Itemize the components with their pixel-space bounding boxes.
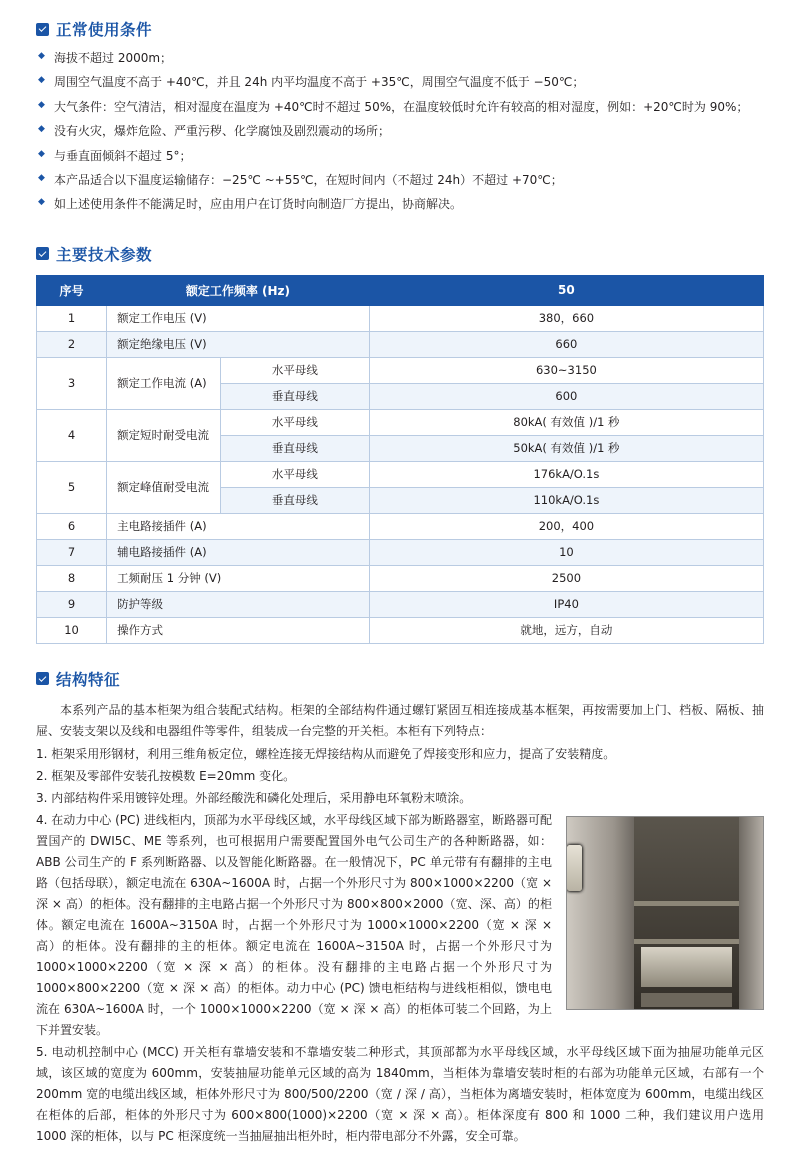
table-row (37, 357, 764, 383)
section-conditions (0, 0, 800, 214)
cell-no: 8 (37, 565, 107, 591)
specs-table (36, 275, 764, 644)
cell-value: IP40 (369, 591, 763, 617)
check-square-icon (36, 672, 49, 685)
point-text: 4. 在动力中心 (PC) 进线柜内，顶部为水平母线区域，水平母线区域下部为断路器室，断路器可配置国产的 DWI5C、ME 等系列，也可根据用户需要配置国外电气公司生产的各种断路器，如：ABB 公司生产的 F 系列断路器、以及智能化断路器。在一般情况下，PC 单元带有有翻排的主电路（包括母联），额定电流在 630A~1600A 时，占据一个外形尺寸为 800×1000×2200（宽 × 深 × 高）的柜体。没有翻排的主电路占据一个外形尺寸为 800×800×2000（宽、深、高）的柜体。额定电流在 1600A~3150A 时，占据一个外形尺寸为 1000×1000×2200（宽 × 深 × 高）的柜体。没有翻排的主的柜体。额定电流在 1600A~3150A 时，占据一个外形尺寸为 1000×1000×2200（宽 × 深 × 高）的柜体。没有翻排的主电路占据一个外形尺寸为 1000×800×2200（宽 × 深 × 高）的柜体。动力中心 (PC) 馈电柜结构与进线柜相似，馈电电流在 630A~1600A 时，一个 1000×1000×2200（宽 × 深 × 高）的柜体可装二个回路，为上下并置安装。 (36, 812, 552, 1037)
cell-no: 9 (37, 591, 107, 617)
section-heading-conditions (36, 18, 764, 40)
cell-no: 4 (37, 409, 107, 461)
list-item: ◆ 周围空气温度不高于 +40℃，并且 24h 内平均温度不高于 +35℃，周围空气温度不低于 −50℃； (36, 74, 764, 91)
section-title: 主要技术参数 (56, 245, 153, 264)
terminal-block (641, 993, 731, 1007)
cell-no: 3 (37, 357, 107, 409)
cell-item: 工频耐压 1 分钟 (V) (107, 565, 370, 591)
cabinet-shelf (634, 939, 740, 944)
section-heading-specs (36, 243, 764, 265)
cell-item: 操作方式 (107, 617, 370, 643)
table-row (37, 591, 764, 617)
cell-value: 660 (369, 331, 763, 357)
cabinet-shelf (634, 901, 740, 906)
cell-sub: 垂直母线 (220, 383, 369, 409)
table-row (37, 331, 764, 357)
column-header-no: 序号 (37, 275, 107, 305)
cell-sub: 垂直母线 (220, 487, 369, 513)
section-title: 结构特征 (56, 670, 121, 689)
table-row (37, 305, 764, 331)
cell-item: 防护等级 (107, 591, 370, 617)
cell-item: 额定绝缘电压 (V) (107, 331, 370, 357)
list-item: 2. 框架及零部件安装孔按模数 E=20mm 变化。 (36, 768, 296, 783)
cell-value: 630~3150 (369, 357, 763, 383)
cell-item: 额定峰值耐受电流 (107, 461, 221, 513)
cell-item: 主电路接插件 (A) (107, 513, 370, 539)
list-item-with-photo (36, 810, 764, 1041)
cell-value: 10 (369, 539, 763, 565)
cell-no: 6 (37, 513, 107, 539)
check-square-icon (36, 247, 49, 260)
column-header-item: 额定工作频率 (Hz) (107, 275, 370, 305)
section-specs (0, 221, 800, 644)
list-item: ◆ 与垂直面倾斜不超过 5°； (36, 148, 764, 165)
section-title: 正常使用条件 (56, 21, 153, 39)
cell-item: 额定工作电压 (V) (107, 305, 370, 331)
table-row (37, 539, 764, 565)
cell-sub: 水平母线 (220, 461, 369, 487)
cell-value: 80kA( 有效值 )/1 秒 (369, 409, 763, 435)
list-item: 1. 柜架采用形钢材，利用三维角板定位，螺栓连接无焊接结构从而避免了焊接变形和应力，提高了安装精度。 (36, 746, 616, 761)
cell-value: 380，660 (369, 305, 763, 331)
table-header-row (37, 275, 764, 305)
structure-points (36, 744, 764, 1147)
cell-sub: 水平母线 (220, 357, 369, 383)
breaker-unit (641, 947, 731, 987)
list-item: ◆ 没有火灾，爆炸危险、严重污秽、化学腐蚀及剧烈震动的场所； (36, 123, 764, 140)
check-square-icon (36, 23, 49, 36)
table-row (37, 513, 764, 539)
cell-value: 110kA/O.1s (369, 487, 763, 513)
list-item: 5. 电动机控制中心 (MCC) 开关柜有靠墙安装和不靠墙安装二种形式，其顶部都为水平母线区域，水平母线区域下面为抽屉功能单元区域，该区域的宽度为 600mm，安装抽屉功能单元区域的高为 1840mm，当柜体为靠墙安装时柜的右部为功能单元区域，右部有一个 200mm 宽的电缆出线区域，柜体外形尺寸为 800/500/2200（宽 / 深 / 高），当柜体为离墙安装时，柜体宽度为 600mm，电缆出线区在柜体的后部，柜体的外形尺寸为 600×800(1000)×2200（宽 × 深 × 高）。柜体深度有 800 和 1000 二种，我们建议用户选用 1000 深的柜体，以与 PC 柜深度统一当抽屉抽出柜外时，柜内带电部分不外露，安全可靠。 (36, 1044, 764, 1143)
column-header-value: 50 (369, 275, 763, 305)
cell-value: 50kA( 有效值 )/1 秒 (369, 435, 763, 461)
list-item: ◆ 大气条件：空气清洁，相对湿度在温度为 +40℃时不超过 50%，在温度较低时允许有较高的相对湿度，例如：+20℃时为 90%； (36, 99, 764, 116)
list-item: 3. 内部结构件采用镀锌处理。外部经酸洗和磷化处理后，采用静电环氧粉末喷涂。 (36, 790, 472, 805)
cell-item: 额定工作电流 (A) (107, 357, 221, 409)
capacitor (567, 845, 582, 891)
cell-value: 600 (369, 383, 763, 409)
section-structure (0, 644, 800, 1168)
cell-no: 7 (37, 539, 107, 565)
table-row (37, 617, 764, 643)
list-item: ◆ 本产品适合以下温度运输储存：−25℃ ~+55℃，在短时间内（不超过 24h）不超过 +70℃； (36, 172, 764, 189)
cell-no: 10 (37, 617, 107, 643)
cell-item: 额定短时耐受电流 (107, 409, 221, 461)
table-row (37, 565, 764, 591)
cabinet-right-door (739, 817, 763, 1009)
cell-value: 176kA/O.1s (369, 461, 763, 487)
conditions-list (36, 50, 764, 214)
cell-no: 1 (37, 305, 107, 331)
section-heading-structure (36, 668, 764, 690)
cell-value: 就地，远方，自动 (369, 617, 763, 643)
cell-value: 200，400 (369, 513, 763, 539)
cell-no: 5 (37, 461, 107, 513)
cabinet-photo (566, 816, 764, 1010)
cell-sub: 水平母线 (220, 409, 369, 435)
list-item: ◆ 如上述使用条件不能满足时，应由用户在订货时向制造厂方提出，协商解决。 (36, 196, 764, 213)
list-item: ◆ 海拔不超过 2000m； (36, 50, 764, 67)
cell-sub: 垂直母线 (220, 435, 369, 461)
cell-no: 2 (37, 331, 107, 357)
cell-item: 辅电路接插件 (A) (107, 539, 370, 565)
structure-intro: 本系列产品的基本柜架为组合装配式结构。柜架的全部结构件通过螺钉紧固互相连接成基本框架，再按需要加上门、档板、隔板、抽屉、安装支架以及线和电器组件等零件，组装成一台完整的开关柜。本柜有下列特点： (36, 702, 764, 738)
table-row (37, 461, 764, 487)
cell-value: 2500 (369, 565, 763, 591)
table-row (37, 409, 764, 435)
